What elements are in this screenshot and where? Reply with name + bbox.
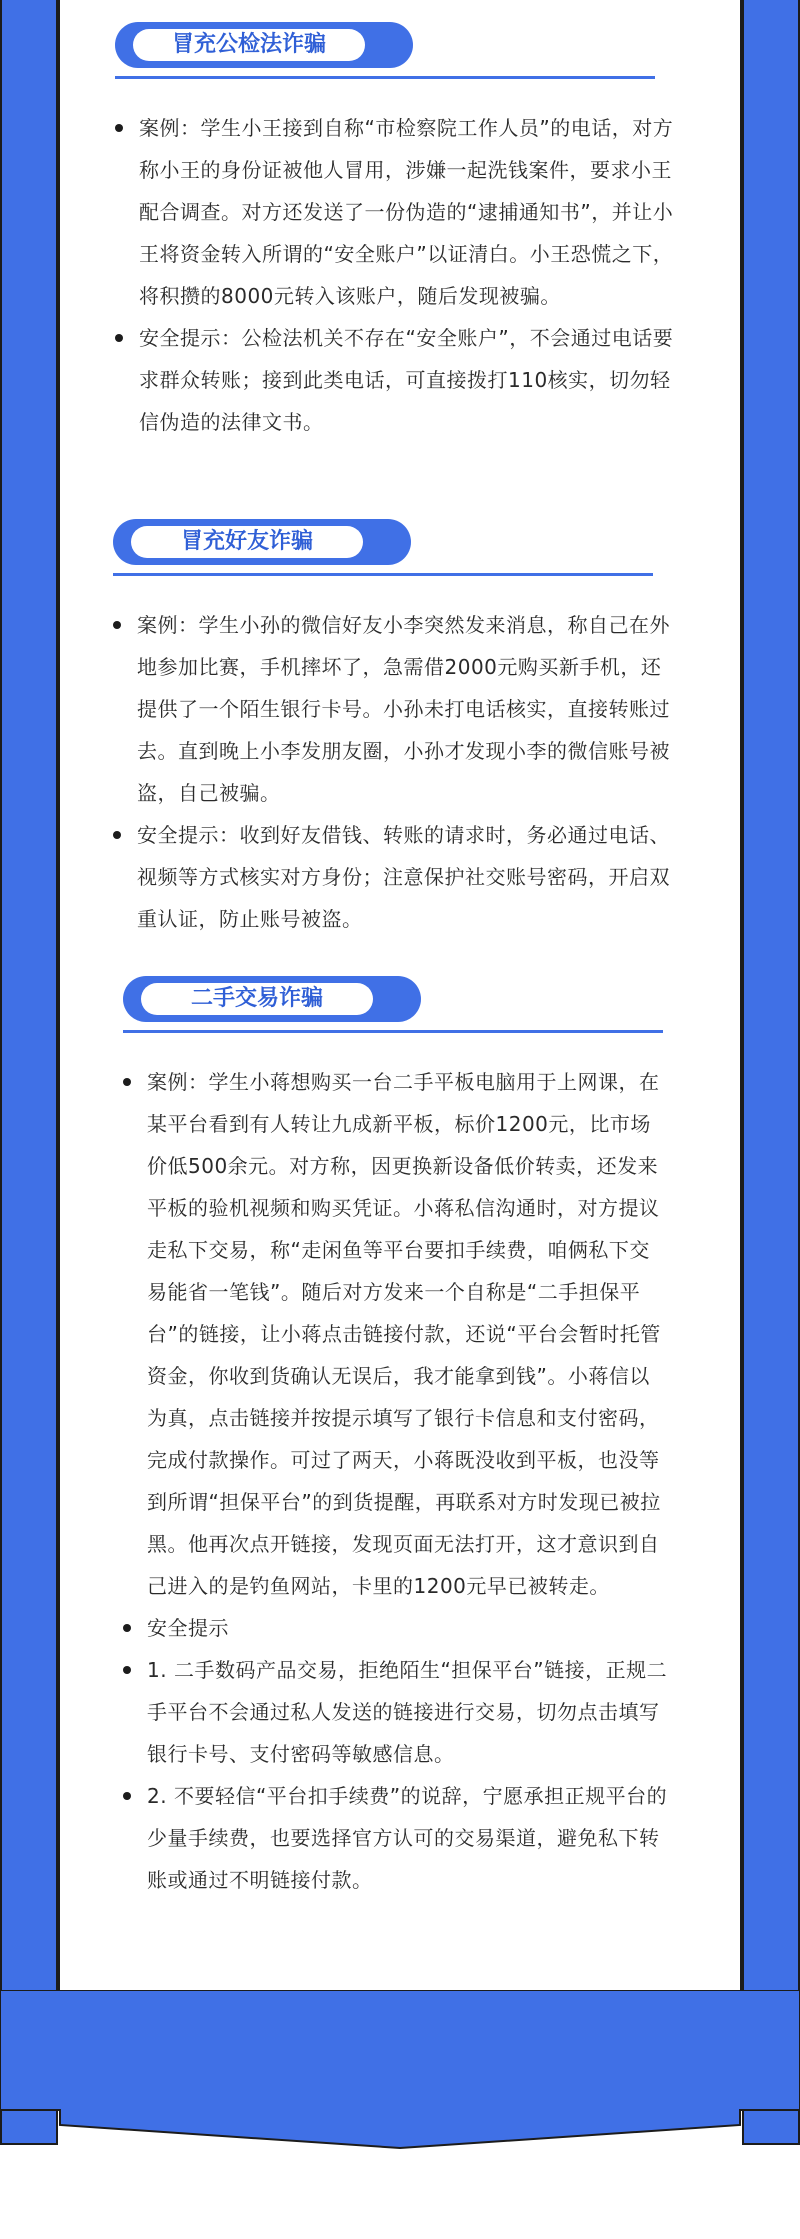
section-impersonate-police: [115, 22, 675, 443]
section-divider: [115, 76, 655, 79]
list-item: 案例：学生小蒋想购买一台二手平板电脑用于上网课，在某平台看到有人转让九成新平板，标价1200元，比市场价低500余元。对方称，因更换新设备低价转卖，还发来平板的验机视频和购买凭证。小蒋私信沟通时，对方提议走私下交易，称“走闲鱼等平台要扣手续费，咱俩私下交易能省一笔钱”。随后对方发来一个自称是“二手担保平台”的链接，让小蒋点击链接付款，还说“平台会暂时托管资金，你收到货确认无误后，我才能拿到钱”。小蒋信以为真，点击链接并按提示填写了银行卡信息和支付密码，完成付款操作。可过了两天，小蒋既没收到平板，也没等到所谓“担保平台”的到货提醒，再联系对方时发现已被拉黑。他再次点开链接，发现页面无法打开，这才意识到自己进入的是钓鱼网站，卡里的1200元早已被转走。: [123, 1061, 668, 1607]
section-list: [115, 107, 675, 443]
section-list: [113, 604, 673, 940]
section-header-pill: [123, 976, 421, 1022]
list-item: 安全提示: [123, 1607, 668, 1649]
section-header-pill: [113, 519, 411, 565]
section-title: 冒充好友诈骗: [131, 526, 363, 558]
list-item: 2. 不要轻信“平台扣手续费”的说辞，宁愿承担正规平台的少量手续费，也要选择官方认可的交易渠道，避免私下转账或通过不明链接付款。: [123, 1775, 668, 1901]
list-item: 案例：学生小孙的微信好友小李突然发来消息，称自己在外地参加比赛，手机摔坏了，急需借2000元购买新手机，还提供了一个陌生银行卡号。小孙未打电话核实，直接转账过去。直到晚上小李发朋友圈，小孙才发现小李的微信账号被盗，自己被骗。: [113, 604, 673, 814]
section-secondhand-trade: [123, 976, 683, 1901]
list-item: 安全提示：公检法机关不存在“安全账户”，不会通过电话要求群众转账；接到此类电话，可直接拨打110核实，切勿轻信伪造的法律文书。: [115, 317, 675, 443]
list-item: 1. 二手数码产品交易，拒绝陌生“担保平台”链接，正规二手平台不会通过私人发送的链接进行交易，切勿点击填写银行卡号、支付密码等敏感信息。: [123, 1649, 668, 1775]
right-side-bar: [742, 0, 800, 2145]
list-item: 案例：学生小王接到自称“市检察院工作人员”的电话，对方称小王的身份证被他人冒用，涉嫌一起洗钱案件，要求小王配合调查。对方还发送了一份伪造的“逮捕通知书”，并让小王将资金转入所谓的“安全账户”以证清白。小王恐慌之下，将积攒的8000元转入该账户，随后发现被骗。: [115, 107, 675, 317]
section-title: 二手交易诈骗: [141, 983, 373, 1015]
list-item: 安全提示：收到好友借钱、转账的请求时，务必通过电话、视频等方式核实对方身份；注意保护社交账号密码，开启双重认证，防止账号被盗。: [113, 814, 673, 940]
section-header-pill: [115, 22, 413, 68]
section-impersonate-friend: [113, 519, 673, 940]
bottom-banner: [0, 1990, 800, 2150]
section-divider: [123, 1030, 663, 1033]
section-title: 冒充公检法诈骗: [133, 29, 365, 61]
left-side-bar: [0, 0, 58, 2145]
section-list: [123, 1061, 668, 1901]
section-divider: [113, 573, 653, 576]
